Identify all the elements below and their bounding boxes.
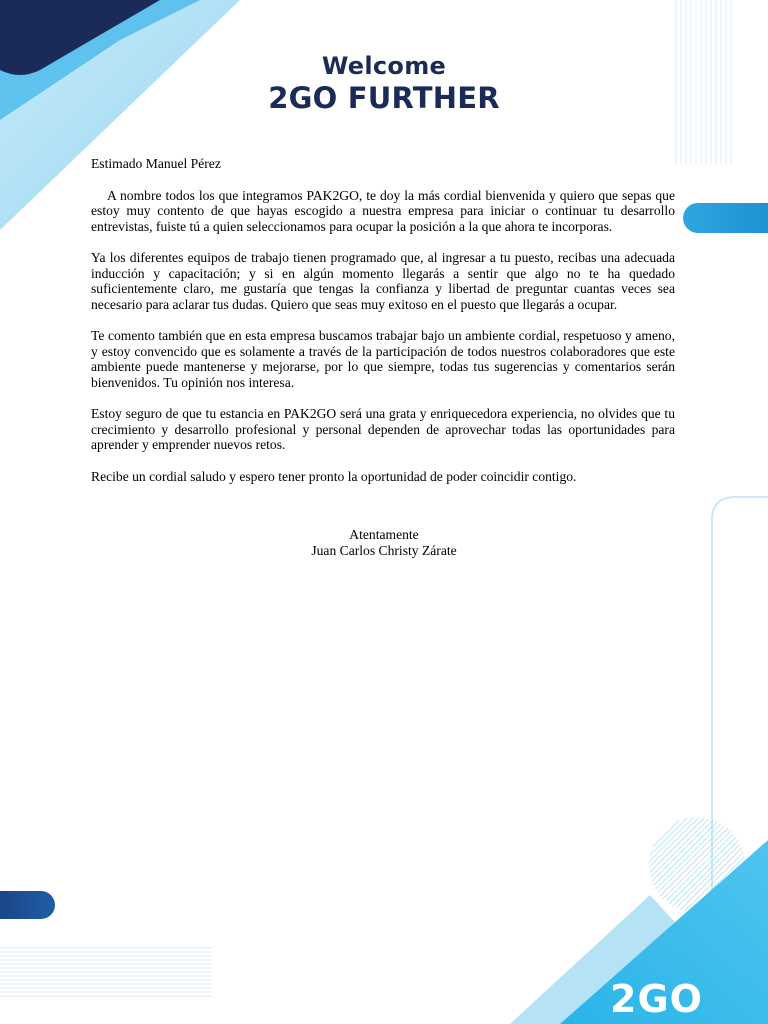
paragraph-environment: Te comento también que en esta empresa buscamos trabajar bajo un ambiente cordial, respetuoso y ameno, y estoy convencido que es solamente a través de la participación de todos nuestros colaboradores que este ambiente puede mantenerse y mejorarse, por lo que siempre, todas tus sugerencias y comentarios serán bienvenidos. Tu opinión nos interesa. [91,328,675,390]
signature-block [0,527,768,558]
paragraph-welcome: A nombre todos los que integramos PAK2GO, te doy la más cordial bienvenida y quiero que sepas que estoy muy contento de que hayas escogido a nuestra empresa para iniciar o continuar tu desarrollo entrevistas, fuiste tú a quien seleccionamos para ocupar la posición a la que ahora te incorporas. [91,187,675,234]
letter-body [91,156,675,500]
bottom-left-lines [0,948,212,996]
paragraph-induction: Ya los diferentes equipos de trabajo tienen programado que, al ingresar a tu puesto, recibas una adecuada inducción y capacitación; y si en algún momento llegarás a sentir que algo no te ha quedado suficientemente claro, me gustaría que tengas la confianza y libertad de preguntar cuantas veces sea necesario para aclarar tus dudas. Quiero que seas muy exitoso en el puesto que llegarás a ocupar. [91,250,675,312]
letter-header [0,50,768,114]
paragraph-growth: Estoy seguro de que tu estancia en PAK2GO será una grata y enriquecedora experiencia, no olvides que tu crecimiento y desarrollo profesional y personal dependen de aprovechar todas las oportunidades para aprender y emprender nuevos retos. [91,406,675,452]
bottom-left-pill [0,891,55,919]
brand-slogan: 2GO FURTHER [268,81,500,115]
paragraph-farewell: Recibe un cordial saludo y espero tener pronto la oportunidad de poder coincidir contigo. [91,468,577,484]
signer-name: Juan Carlos Christy Zárate [311,542,457,558]
footer-logo: 2GO [610,977,703,1021]
greeting: Estimado Manuel Pérez [91,156,221,171]
right-pill [683,203,768,233]
closing: Atentamente [349,527,419,542]
welcome-title: Welcome [321,52,447,80]
